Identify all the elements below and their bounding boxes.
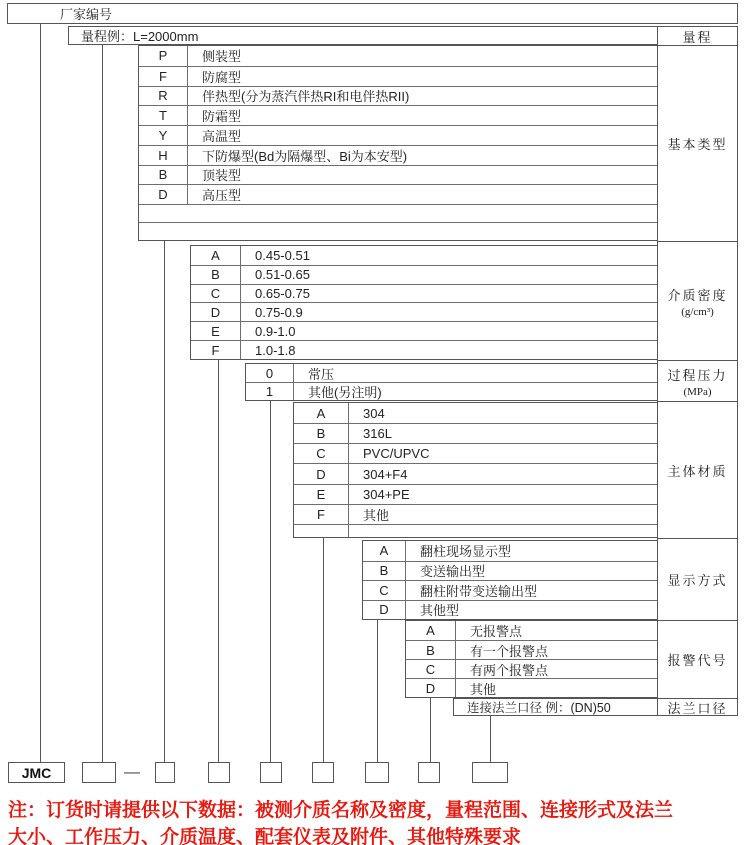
table-row (139, 125, 657, 145)
table-row (363, 561, 657, 581)
connector-line-basic-type (164, 241, 165, 762)
row-desc: 0.51-0.65 (255, 267, 310, 283)
model-code-box-alarm (418, 762, 440, 783)
table-row (294, 484, 657, 504)
row-desc: 其他(另注明) (308, 385, 382, 400)
row-desc: 无报警点 (470, 624, 523, 639)
table-row (191, 340, 657, 359)
model-code-box-basic-type (155, 762, 175, 783)
row-desc-empty (349, 525, 657, 537)
connector-line-density (218, 360, 219, 762)
row-code: 1 (246, 383, 294, 400)
table-row (139, 145, 657, 165)
table-row (454, 699, 657, 715)
row-desc: 304 (363, 405, 385, 421)
model-prefix-text: JMC (21, 764, 52, 781)
row-desc: 常压 (308, 366, 335, 382)
model-code-dash: — (124, 764, 140, 781)
label-text: 过程压力 (667, 367, 728, 383)
table-row (191, 302, 657, 321)
connector-line-range (102, 45, 103, 762)
row-code: C (294, 444, 349, 463)
label-flange (657, 698, 738, 716)
row-code: A (363, 541, 406, 561)
table-row (406, 621, 657, 640)
row-code-empty (294, 525, 349, 537)
table-row (294, 403, 657, 423)
table-row (139, 46, 657, 66)
label-text: 法兰口径 (667, 700, 728, 716)
order-note-line2: 大小、工作压力、介质温度、配套仪表及附件、其他特殊要求 (8, 827, 522, 845)
display-mode-table (362, 540, 657, 620)
row-code: Y (139, 126, 188, 145)
row-code: P (139, 46, 188, 66)
row-code: A (406, 621, 456, 640)
row-code: D (294, 464, 349, 483)
label-medium-density (657, 241, 738, 360)
table-row (363, 541, 657, 561)
table-row (406, 659, 657, 678)
table-row (191, 246, 657, 265)
row-code: H (139, 146, 188, 165)
table-row (294, 423, 657, 443)
row-desc: 顶装型 (202, 168, 242, 184)
row-code: C (406, 660, 456, 678)
table-row (139, 66, 657, 86)
table-row (246, 382, 657, 400)
range-example: 量程例：L=2000mm (81, 29, 199, 44)
connector-line-pressure (270, 401, 271, 762)
model-code-box-density (208, 762, 230, 783)
row-code: B (294, 424, 349, 443)
model-code-box-material (312, 762, 334, 783)
row-desc: 下防爆型(Bd为隔爆型、Bi为本安型) (202, 148, 408, 164)
table-row (294, 504, 657, 524)
connector-line-alarm (430, 698, 431, 762)
row-desc: 0.65-0.75 (255, 286, 310, 302)
row-code: D (139, 185, 188, 204)
row-code: D (191, 303, 241, 321)
row-desc: 304+PE (363, 486, 410, 502)
basic-type-table (138, 45, 657, 241)
row-code: C (191, 285, 241, 303)
process-pressure-table (245, 363, 657, 401)
table-row (406, 640, 657, 659)
row-desc: 变送输出型 (420, 564, 486, 580)
table-row-empty (139, 204, 657, 222)
table-row (191, 265, 657, 284)
alarm-code-table (405, 620, 657, 698)
row-code: B (406, 641, 456, 659)
table-row (191, 284, 657, 303)
row-desc: 1.0-1.8 (255, 342, 296, 358)
row-desc: 其他型 (420, 603, 460, 619)
connector-line-material (323, 538, 324, 762)
label-unit: (MPa) (683, 385, 712, 398)
row-code: F (294, 505, 349, 524)
row-code: A (191, 246, 241, 265)
label-text: 介质密度 (667, 287, 728, 303)
label-alarm-code (657, 620, 738, 698)
row-desc: 伴热型(分为蒸汽伴热RI和电伴热RII) (202, 89, 410, 105)
table-row-empty (139, 222, 657, 240)
row-code: D (406, 679, 456, 697)
flange-row (453, 698, 657, 716)
table-row (363, 580, 657, 600)
row-desc: 其他 (470, 681, 497, 697)
row-desc: 翻柱现场显示型 (420, 544, 512, 560)
order-note-line1: 注：订货时请提供以下数据：被测介质名称及密度，量程范围、连接形式及法兰 (8, 800, 674, 821)
label-text: 显示方式 (667, 573, 728, 588)
table-row (191, 321, 657, 340)
row-desc: 其他 (363, 507, 390, 523)
table-row (294, 443, 657, 463)
connector-line-display (377, 620, 378, 762)
row-code: B (139, 166, 188, 185)
connector-line-flange (490, 716, 491, 762)
manufacturer-row (7, 3, 738, 24)
row-code: B (363, 562, 406, 581)
label-text: 量程 (682, 29, 713, 45)
row-code: R (139, 87, 188, 106)
row-desc: 翻柱附带变送输出型 (420, 583, 538, 599)
table-row (139, 105, 657, 125)
table-row (246, 364, 657, 382)
table-row (406, 678, 657, 697)
label-unit: (g/cm³) (681, 305, 714, 318)
connector-line-manufacturer (40, 24, 41, 762)
label-text: 基本类型 (667, 137, 728, 152)
row-desc: 防霜型 (202, 109, 242, 125)
row-desc: 0.75-0.9 (255, 304, 303, 320)
row-code: T (139, 106, 188, 125)
model-code-box-pressure (260, 762, 282, 783)
model-code-box-range (82, 762, 116, 783)
row-desc: 侧装型 (202, 49, 242, 65)
row-desc: 316L (363, 426, 392, 442)
row-desc: 304+F4 (363, 466, 408, 482)
order-note (8, 797, 748, 845)
row-code: F (139, 67, 188, 86)
table-row (139, 165, 657, 185)
body-material-table (293, 402, 657, 538)
row-desc: 0.45-0.51 (255, 247, 310, 263)
model-code-box-flange (472, 762, 508, 783)
row-code: B (191, 266, 241, 284)
row-code: A (294, 403, 349, 423)
row-desc: 防腐型 (202, 69, 242, 85)
row-desc: 连接法兰口径 例：(DN)50 (467, 701, 611, 715)
row-desc: 0.9-1.0 (255, 323, 296, 339)
row-desc: 高压型 (202, 188, 242, 204)
label-body-material (657, 401, 738, 538)
row-desc: 有两个报警点 (470, 662, 549, 678)
model-code-box-display (365, 762, 389, 783)
label-basic-type (657, 45, 738, 241)
row-code: E (294, 485, 349, 504)
row-code: C (363, 581, 406, 600)
row-desc: 高温型 (202, 128, 242, 144)
manufacturer-label: 厂家编号 (60, 7, 113, 22)
row-code: 0 (246, 364, 294, 382)
row-desc: 有一个报警点 (470, 643, 549, 659)
label-text: 主体材质 (667, 463, 728, 479)
table-row (294, 463, 657, 483)
label-display-mode (657, 538, 738, 620)
label-process-pressure (657, 360, 738, 401)
medium-density-table (190, 245, 657, 360)
row-code: E (191, 322, 241, 340)
table-row (139, 86, 657, 106)
table-row-empty (294, 524, 657, 537)
table-row (139, 184, 657, 204)
label-text: 报警代号 (667, 653, 728, 668)
row-code: F (191, 341, 241, 359)
table-row (363, 600, 657, 620)
model-prefix-box (8, 762, 65, 783)
row-desc: PVC/UPVC (363, 446, 430, 462)
label-range (657, 26, 738, 45)
range-row (68, 26, 657, 45)
row-code: D (363, 601, 406, 620)
